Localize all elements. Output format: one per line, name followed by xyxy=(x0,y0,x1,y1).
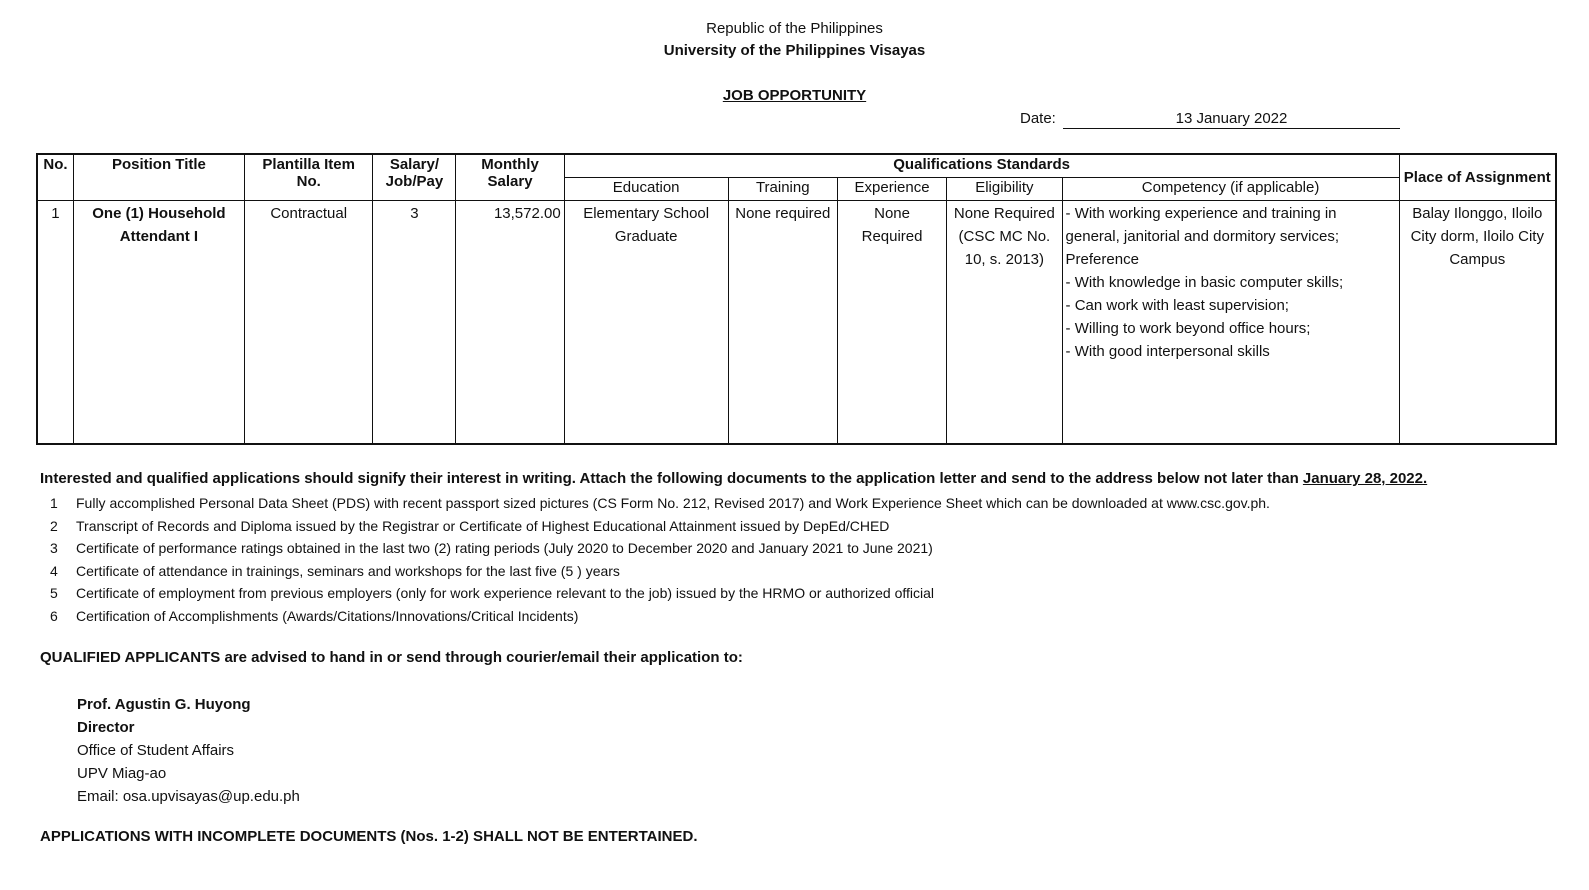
document-title: JOB OPPORTUNITY xyxy=(722,87,867,104)
header-plantilla: Plantilla Item No. xyxy=(244,154,373,201)
cell-training: None required xyxy=(728,201,837,445)
competency-line: - With good interpersonal skills xyxy=(1065,343,1270,360)
cell-place: Balay Ilonggo, Iloilo City dorm, Iloilo City Campus xyxy=(1399,201,1556,445)
cell-eligibility: None Required (CSC MC No. 10, s. 2013) xyxy=(947,201,1062,445)
date-label: Date: xyxy=(1020,110,1056,127)
republic-heading: Republic of the Philippines xyxy=(706,20,883,37)
header-eligibility: Eligibility xyxy=(947,178,1062,201)
cell-salary-grade: 3 xyxy=(373,201,456,445)
competency-line: Preference xyxy=(1065,251,1139,268)
header-position-title: Position Title xyxy=(73,154,244,201)
header-no: No. xyxy=(37,154,73,201)
deadline: January 28, 2022. xyxy=(1302,470,1428,487)
date-value: 13 January 2022 xyxy=(1063,110,1400,129)
contact-campus: UPV Miag-ao xyxy=(77,765,167,782)
table-row xyxy=(37,201,1556,445)
final-notice: APPLICATIONS WITH INCOMPLETE DOCUMENTS (Nos. 1-2) SHALL NOT BE ENTERTAINED. xyxy=(40,828,698,845)
job-table xyxy=(36,153,1557,445)
header-education: Education xyxy=(564,178,728,201)
header-competency: Competency (if applicable) xyxy=(1062,178,1399,201)
university-heading: University of the Philippines Visayas xyxy=(663,42,926,59)
list-item: 6 Certification of Accomplishments (Awards/Citations/Innovations/Critical Incidents) xyxy=(50,607,579,624)
list-item: 2 Transcript of Records and Diploma issued by the Registrar or Certificate of Highest Educational Attainment issued by DepEd/CHED xyxy=(50,517,890,534)
contact-office: Office of Student Affairs xyxy=(77,742,235,759)
cell-competency xyxy=(1062,201,1399,445)
header-salary-grade: Salary/ Job/Pay xyxy=(373,154,456,201)
qualified-notice: QUALIFIED APPLICANTS are advised to hand in or send through courier/email their application to: xyxy=(40,649,743,666)
contact-block xyxy=(77,693,300,808)
header-qualifications: Qualifications Standards xyxy=(564,154,1399,178)
header-monthly-salary: Monthly Salary xyxy=(456,154,564,201)
requirements-list xyxy=(40,492,1270,627)
cell-plantilla: Contractual xyxy=(244,201,373,445)
header-experience: Experience xyxy=(837,178,946,201)
competency-line: - Willing to work beyond office hours; xyxy=(1065,320,1311,337)
competency-line: general, janitorial and dormitory services; xyxy=(1065,228,1340,245)
contact-position: Director xyxy=(77,719,135,736)
contact-email: Email: osa.upvisayas@up.edu.ph xyxy=(77,788,300,805)
list-item: 3 Certificate of performance ratings obtained in the last two (2) rating periods (July 2020 to December 2020 and January 2021 to June 2021) xyxy=(50,540,933,556)
contact-name: Prof. Agustin G. Huyong xyxy=(77,696,251,713)
competency-line: - Can work with least supervision; xyxy=(1065,297,1289,314)
cell-monthly-salary: 13,572.00 xyxy=(456,201,564,445)
cell-no: 1 xyxy=(37,201,73,445)
list-item: 4 Certificate of attendance in trainings, seminars and workshops for the last five (5 ) years xyxy=(50,562,620,579)
competency-line: - With knowledge in basic computer skills; xyxy=(1065,274,1344,291)
cell-education: Elementary School Graduate xyxy=(564,201,728,445)
cell-experience: None Required xyxy=(837,201,946,445)
cell-position-title: One (1) Household Attendant I xyxy=(73,201,244,445)
instructions: Interested and qualified applications should signify their interest in writing. Attach the following documents to the application letter and send to the address below not later than January 28, 2022. xyxy=(40,470,1428,487)
header-training: Training xyxy=(728,178,837,201)
competency-line: - With working experience and training in xyxy=(1065,205,1337,222)
header-place: Place of Assignment xyxy=(1399,154,1556,201)
list-item: 1 Fully accomplished Personal Data Sheet (PDS) with recent passport sized pictures (CS Form No. 212, Revised 2017) and Work Experience Sheet which can be downloaded at www.csc.gov.ph. xyxy=(50,495,1270,511)
list-item: 5 Certificate of employment from previous employers (only for work experience relevant to the job) issued by the HRMO or authorized official xyxy=(50,585,935,601)
